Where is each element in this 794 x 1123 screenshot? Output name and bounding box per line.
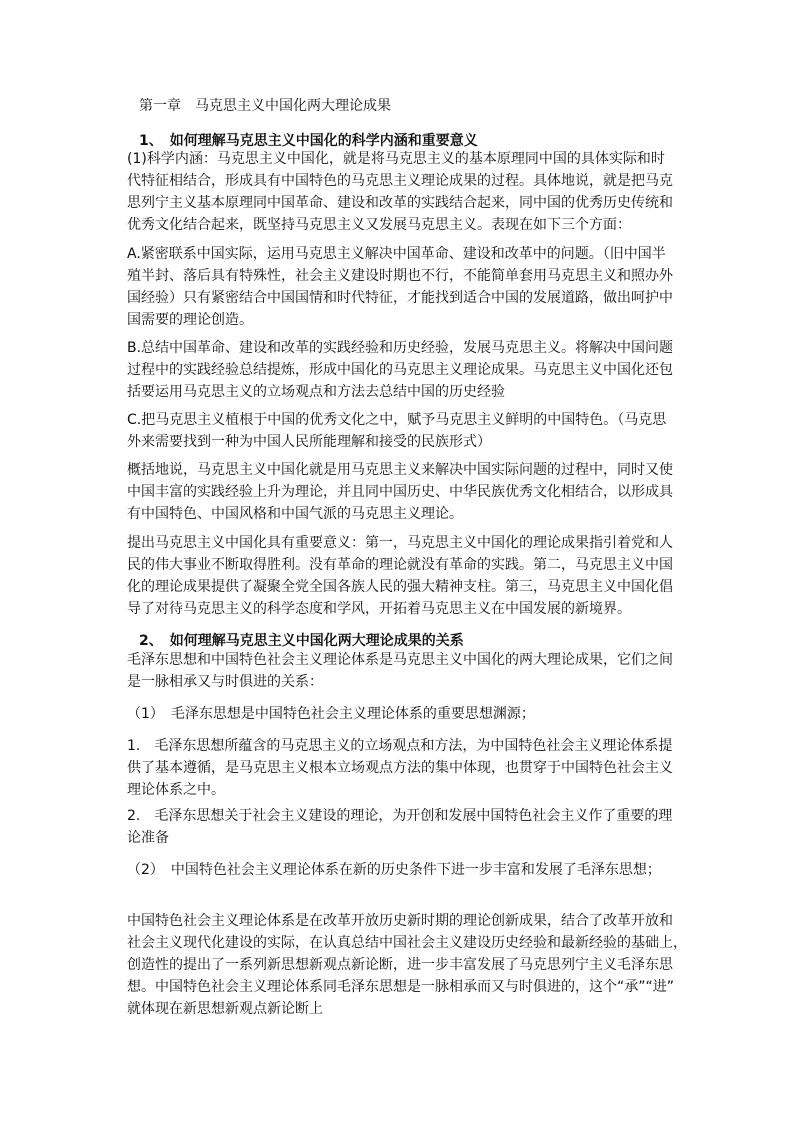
text-line: 中国丰富的实践经验上升为理论，并且同中国历史、中华民族优秀文化相结合，以形成具 xyxy=(127,484,673,500)
text-line: 代特征相结合，形成具有中国特色的马克思主义理论成果的过程。具体地说，就是把马克 xyxy=(127,173,673,189)
section1-paragraph-meaning xyxy=(127,148,672,236)
text-line: 提出马克思主义中国化具有重要意义：第一，马克思主义中国化的理论成果指引着党和人 xyxy=(127,535,673,551)
chapter-title: 第一章 马克思主义中国化两大理论成果 xyxy=(139,98,391,114)
section1-paragraph-significance xyxy=(127,532,672,620)
section1-heading: 1、 如何理解马克思主义中国化的科学内涵和重要意义 xyxy=(139,133,478,149)
section2-sub-2 xyxy=(127,805,672,849)
section2-item-2: （2） 中国特色社会主义理论体系在新的历史条件下进一步丰富和发展了毛泽东思想； xyxy=(127,862,661,878)
text-line: 2. 毛泽东思想关于社会主义建设的理论，为开创和发展中国特色社会主义作了重要的理 xyxy=(127,808,673,824)
text-line: (1)科学内涵：马克思主义中国化，就是将马克思主义的基本原理同中国的具体实际和时 xyxy=(127,151,665,167)
text-line: 是一脉相承又与时俱进的关系： xyxy=(127,674,323,690)
section1-paragraph-c xyxy=(127,409,672,453)
text-line: 1. 毛泽东思想所蕴含的马克思主义的立场观点和方法，为中国特色社会主义理论体系提 xyxy=(127,738,673,754)
text-line: 中国特色社会主义理论体系是在改革开放历史新时期的理论创新成果，结合了改革开放和 xyxy=(127,913,673,929)
text-line: 外来需要找到一种为中国人民所能理解和接受的民族形式） xyxy=(127,434,491,450)
section1-paragraph-a xyxy=(127,243,672,331)
text-line: 思列宁主义基本原理同中国革命、建设和改革的实践结合起来，同中国的优秀历史传统和 xyxy=(127,195,673,211)
section2-heading: 2、 如何理解马克思主义中国化两大理论成果的关系 xyxy=(139,633,464,649)
text-line: 就体现在新思想新观点新论断上 xyxy=(127,1001,323,1017)
text-line: A.紧密联系中国实际，运用马克思主义解决中国革命、建设和改革中的问题。（旧中国半 xyxy=(127,246,666,262)
text-line: 理论体系之中。 xyxy=(127,782,225,798)
text-line: 创造性的提出了一系列新思想新观点新论断，进一步丰富发展了马克思列宁主义毛泽东思 xyxy=(127,957,673,973)
text-line: 优秀文化结合起来，既坚持马克思主义又发展马克思主义。表现在如下三个方面： xyxy=(127,217,631,233)
text-line: C.把马克思主义植根于中国的优秀文化之中，赋予马克思主义鲜明的中国特色。（马克思 xyxy=(127,412,667,428)
text-line: 民的伟大事业不断取得胜利。没有革命的理论就没有革命的实践。第二，马克思主义中国 xyxy=(127,557,673,573)
text-line: 国经验）只有紧密结合中国国情和时代特征，才能找到适合中国的发展道路，做出呵护中 xyxy=(127,290,673,306)
text-line: 想。中国特色社会主义理论体系同毛泽东思想是一脉相承而又与时俱进的，这个“承”“进” xyxy=(127,979,675,995)
text-line: 导了对待马克思主义的科学态度和学风，开拓着马克思主义在中国发展的新境界。 xyxy=(127,601,631,617)
text-line: 国需要的理论创造。 xyxy=(127,312,253,328)
text-line: 论准备 xyxy=(127,830,169,846)
text-line: 社会主义现代化建设的实际，在认真总结中国社会主义建设历史经验和最新经验的基础上， xyxy=(127,935,687,951)
text-line: 过程中的实践经验总结提炼，形成中国化的马克思主义理论成果。马克思主义中国化还包 xyxy=(127,362,673,378)
section2-sub-1 xyxy=(127,735,672,801)
text-line: 化的理论成果提供了凝聚全党全国各族人民的强大精神支柱。第三，马克思主义中国化倡 xyxy=(127,579,673,595)
text-line: 有中国特色、中国风格和中国气派的马克思主义理论。 xyxy=(127,506,463,522)
text-line: 殖半封、落后具有特殊性，社会主义建设时期也不行，不能简单套用马克思主义和照办外 xyxy=(127,268,673,284)
section2-item-1: （1） 毛泽东思想是中国特色社会主义理论体系的重要思想渊源； xyxy=(127,706,535,722)
text-line: 概括地说，马克思主义中国化就是用马克思主义来解决中国实际问题的过程中，同时又使 xyxy=(127,462,673,478)
text-line: 括要运用马克思主义的立场观点和方法去总结中国的历史经验 xyxy=(127,384,505,400)
section1-paragraph-b xyxy=(127,337,672,403)
section1-paragraph-summary xyxy=(127,459,672,525)
text-line: 毛泽东思想和中国特色社会主义理论体系是马克思主义中国化的两大理论成果，它们之间 xyxy=(127,652,673,668)
text-line: 供了基本遵循，是马克思主义根本立场观点方法的集中体现，也贯穿于中国特色社会主义 xyxy=(127,760,673,776)
section2-closing xyxy=(127,910,687,1020)
text-line: B.总结中国革命、建设和改革的实践经验和历史经验，发展马克思主义。将解决中国问题 xyxy=(127,340,674,356)
section2-intro xyxy=(127,649,672,693)
